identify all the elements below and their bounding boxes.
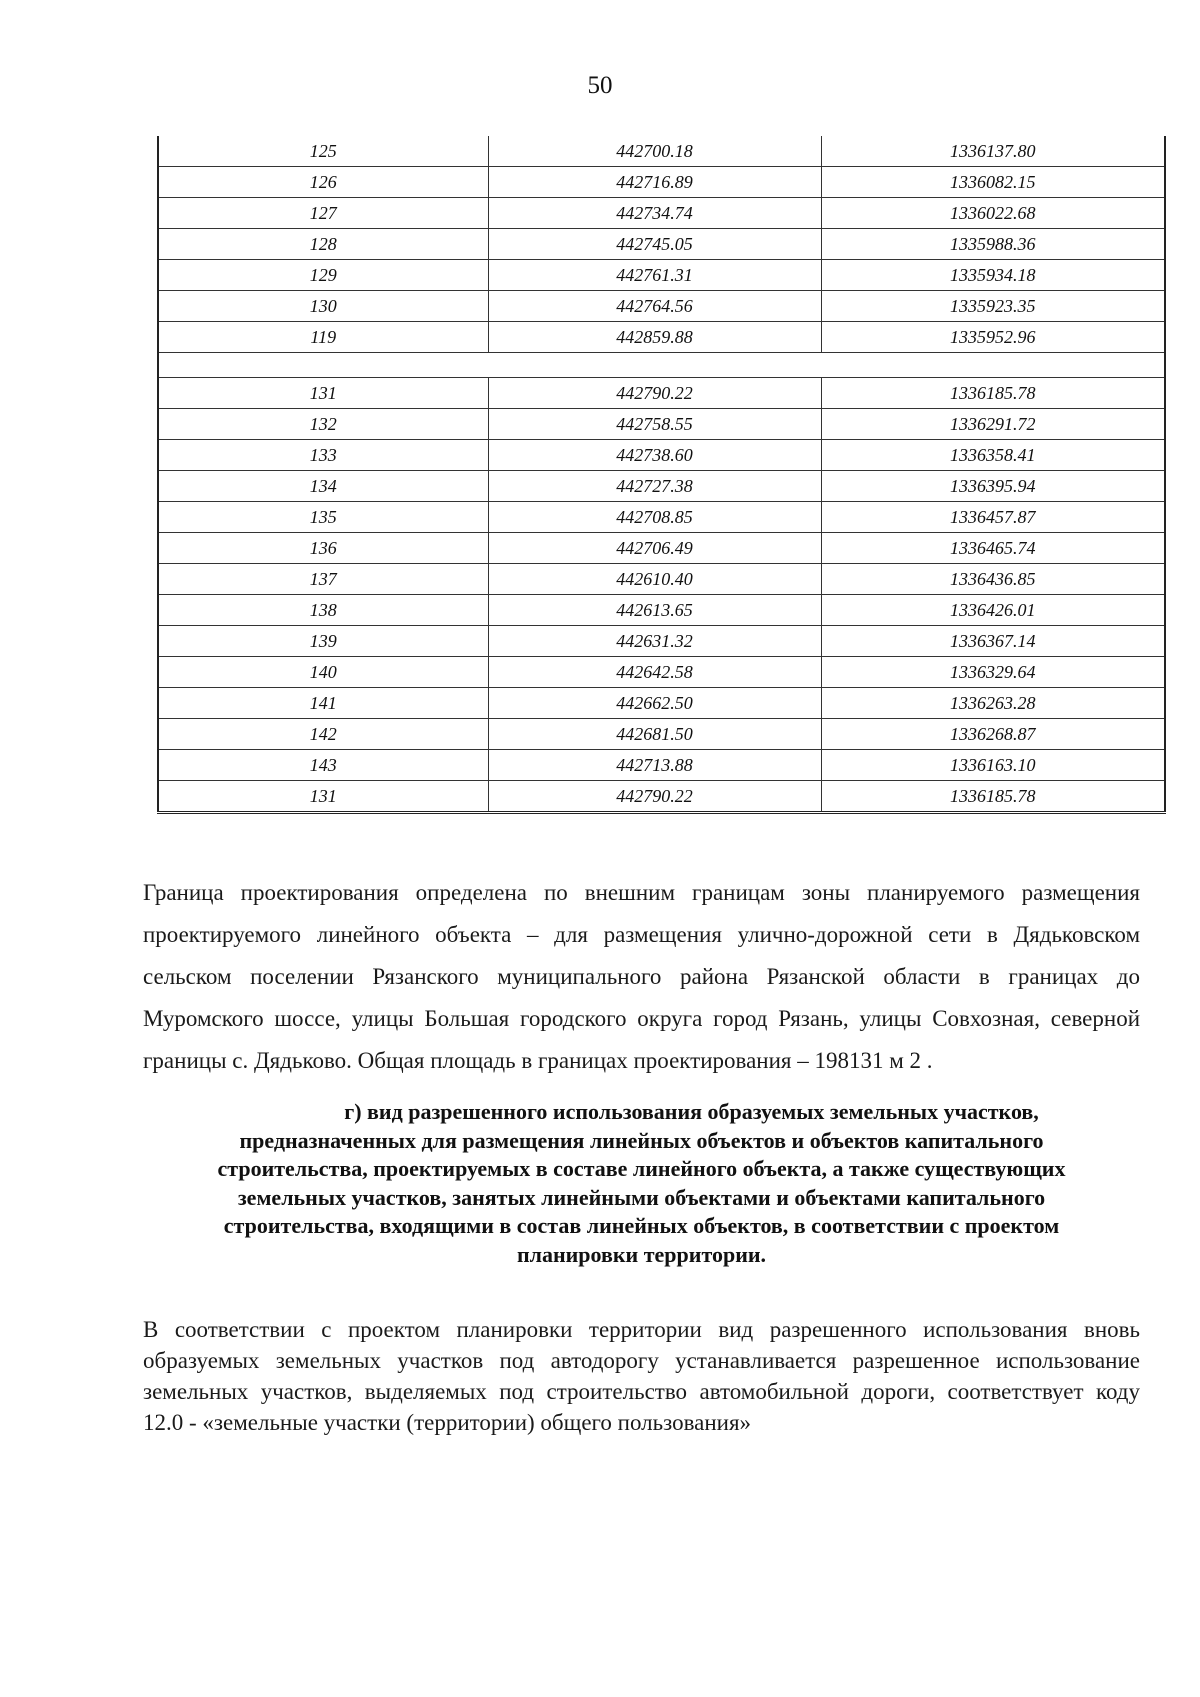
- x-coordinate-cell: 442790.22: [488, 378, 821, 409]
- point-number-cell: 125: [158, 136, 488, 167]
- table-row: [158, 260, 1165, 291]
- x-coordinate-cell: 442610.40: [488, 564, 821, 595]
- coordinates-table: [157, 136, 1166, 814]
- y-coordinate-cell: 1336426.01: [821, 595, 1165, 626]
- page-number: 50: [587, 72, 613, 99]
- point-number-cell: 141: [158, 688, 488, 719]
- y-coordinate-cell: 1335923.35: [821, 291, 1165, 322]
- spacer-cell: [158, 353, 1165, 378]
- paragraph-line: проектируемого линейного объекта – для размещения улично-дорожной сети в Дядьковском: [143, 922, 1140, 947]
- point-number-cell: 139: [158, 626, 488, 657]
- table-row: [158, 688, 1165, 719]
- table-spacer-row: [158, 353, 1165, 378]
- x-coordinate-cell: 442790.22: [488, 781, 821, 813]
- x-coordinate-cell: 442713.88: [488, 750, 821, 781]
- heading-line: г) вид разрешенного использования образуемых земельных участков,: [344, 1099, 1039, 1124]
- table-row: [158, 136, 1165, 167]
- paragraph-line: образуемых земельных участков под автодорогу устанавливается разрешенное использование: [143, 1348, 1140, 1373]
- point-number-cell: 130: [158, 291, 488, 322]
- point-number-cell: 131: [158, 781, 488, 813]
- y-coordinate-cell: 1336185.78: [821, 378, 1165, 409]
- x-coordinate-cell: 442642.58: [488, 657, 821, 688]
- y-coordinate-cell: 1336163.10: [821, 750, 1165, 781]
- point-number-cell: 128: [158, 229, 488, 260]
- point-number-cell: 119: [158, 322, 488, 353]
- table-row: [158, 502, 1165, 533]
- y-coordinate-cell: 1336457.87: [821, 502, 1165, 533]
- x-coordinate-cell: 442631.32: [488, 626, 821, 657]
- paragraph-line: границы с. Дядьково. Общая площадь в границах проектирования – 198131 м 2 .: [143, 1048, 933, 1073]
- point-number-cell: 142: [158, 719, 488, 750]
- paragraph-line: земельных участков, выделяемых под строительство автомобильной дороги, соответствует коду: [143, 1379, 1140, 1404]
- table-row: [158, 657, 1165, 688]
- table-row: [158, 198, 1165, 229]
- x-coordinate-cell: 442758.55: [488, 409, 821, 440]
- y-coordinate-cell: 1335934.18: [821, 260, 1165, 291]
- paragraph-line: 12.0 - «земельные участки (территории) общего пользования»: [143, 1410, 752, 1435]
- permitted-use-paragraph: [143, 1314, 1140, 1438]
- y-coordinate-cell: 1335988.36: [821, 229, 1165, 260]
- table-row: [158, 719, 1165, 750]
- point-number-cell: 136: [158, 533, 488, 564]
- point-number-cell: 129: [158, 260, 488, 291]
- point-number-cell: 137: [158, 564, 488, 595]
- x-coordinate-cell: 442745.05: [488, 229, 821, 260]
- table-row: [158, 229, 1165, 260]
- point-number-cell: 133: [158, 440, 488, 471]
- table-row: [158, 167, 1165, 198]
- heading-line: планировки территории.: [516, 1241, 767, 1267]
- y-coordinate-cell: 1336082.15: [821, 167, 1165, 198]
- paragraph-line: Муромского шоссе, улицы Большая городского округа город Рязань, улицы Совхозная, северной: [143, 1006, 1140, 1031]
- y-coordinate-cell: 1336358.41: [821, 440, 1165, 471]
- coordinates-table-body: [158, 136, 1165, 813]
- x-coordinate-cell: 442761.31: [488, 260, 821, 291]
- heading-line: земельных участков, занятых линейными объектами и объектами капитального: [237, 1184, 1046, 1210]
- paragraph-line: В соответствии с проектом планировки территории вид разрешенного использования вновь: [143, 1317, 1140, 1342]
- y-coordinate-cell: 1336329.64: [821, 657, 1165, 688]
- y-coordinate-cell: 1335952.96: [821, 322, 1165, 353]
- table-row: [158, 595, 1165, 626]
- x-coordinate-cell: 442727.38: [488, 471, 821, 502]
- y-coordinate-cell: 1336022.68: [821, 198, 1165, 229]
- table-row: [158, 440, 1165, 471]
- point-number-cell: 140: [158, 657, 488, 688]
- x-coordinate-cell: 442708.85: [488, 502, 821, 533]
- section-heading: [143, 1098, 1140, 1269]
- x-coordinate-cell: 442613.65: [488, 595, 821, 626]
- x-coordinate-cell: 442738.60: [488, 440, 821, 471]
- point-number-cell: 138: [158, 595, 488, 626]
- heading-line: строительства, проектируемых в составе линейного объекта, а также существующих: [217, 1156, 1066, 1181]
- y-coordinate-cell: 1336263.28: [821, 688, 1165, 719]
- point-number-cell: 134: [158, 471, 488, 502]
- table-row: [158, 750, 1165, 781]
- table-row: [158, 291, 1165, 322]
- y-coordinate-cell: 1336465.74: [821, 533, 1165, 564]
- table-row: [158, 533, 1165, 564]
- x-coordinate-cell: 442859.88: [488, 322, 821, 353]
- table-row: [158, 781, 1165, 813]
- y-coordinate-cell: 1336367.14: [821, 626, 1165, 657]
- table-row: [158, 409, 1165, 440]
- y-coordinate-cell: 1336395.94: [821, 471, 1165, 502]
- heading-line: предназначенных для размещения линейных объектов и объектов капитального: [239, 1127, 1044, 1153]
- y-coordinate-cell: 1336291.72: [821, 409, 1165, 440]
- table-row: [158, 471, 1165, 502]
- x-coordinate-cell: 442764.56: [488, 291, 821, 322]
- x-coordinate-cell: 442700.18: [488, 136, 821, 167]
- y-coordinate-cell: 1336185.78: [821, 781, 1165, 813]
- point-number-cell: 131: [158, 378, 488, 409]
- x-coordinate-cell: 442706.49: [488, 533, 821, 564]
- table-row: [158, 378, 1165, 409]
- table-row: [158, 626, 1165, 657]
- y-coordinate-cell: 1336137.80: [821, 136, 1165, 167]
- point-number-cell: 143: [158, 750, 488, 781]
- point-number-cell: 127: [158, 198, 488, 229]
- point-number-cell: 132: [158, 409, 488, 440]
- paragraph-line: Граница проектирования определена по внешним границам зоны планируемого размещения: [143, 880, 1140, 905]
- heading-line: строительства, входящими в состав линейных объектов, в соответствии с проектом: [223, 1213, 1060, 1238]
- point-number-cell: 126: [158, 167, 488, 198]
- paragraph-line: сельском поселении Рязанского муниципального района Рязанской области в границах до: [143, 964, 1140, 989]
- x-coordinate-cell: 442662.50: [488, 688, 821, 719]
- point-number-cell: 135: [158, 502, 488, 533]
- table-row: [158, 564, 1165, 595]
- x-coordinate-cell: 442681.50: [488, 719, 821, 750]
- y-coordinate-cell: 1336268.87: [821, 719, 1165, 750]
- boundary-paragraph: [143, 872, 1140, 1082]
- y-coordinate-cell: 1336436.85: [821, 564, 1165, 595]
- x-coordinate-cell: 442734.74: [488, 198, 821, 229]
- x-coordinate-cell: 442716.89: [488, 167, 821, 198]
- table-row: [158, 322, 1165, 353]
